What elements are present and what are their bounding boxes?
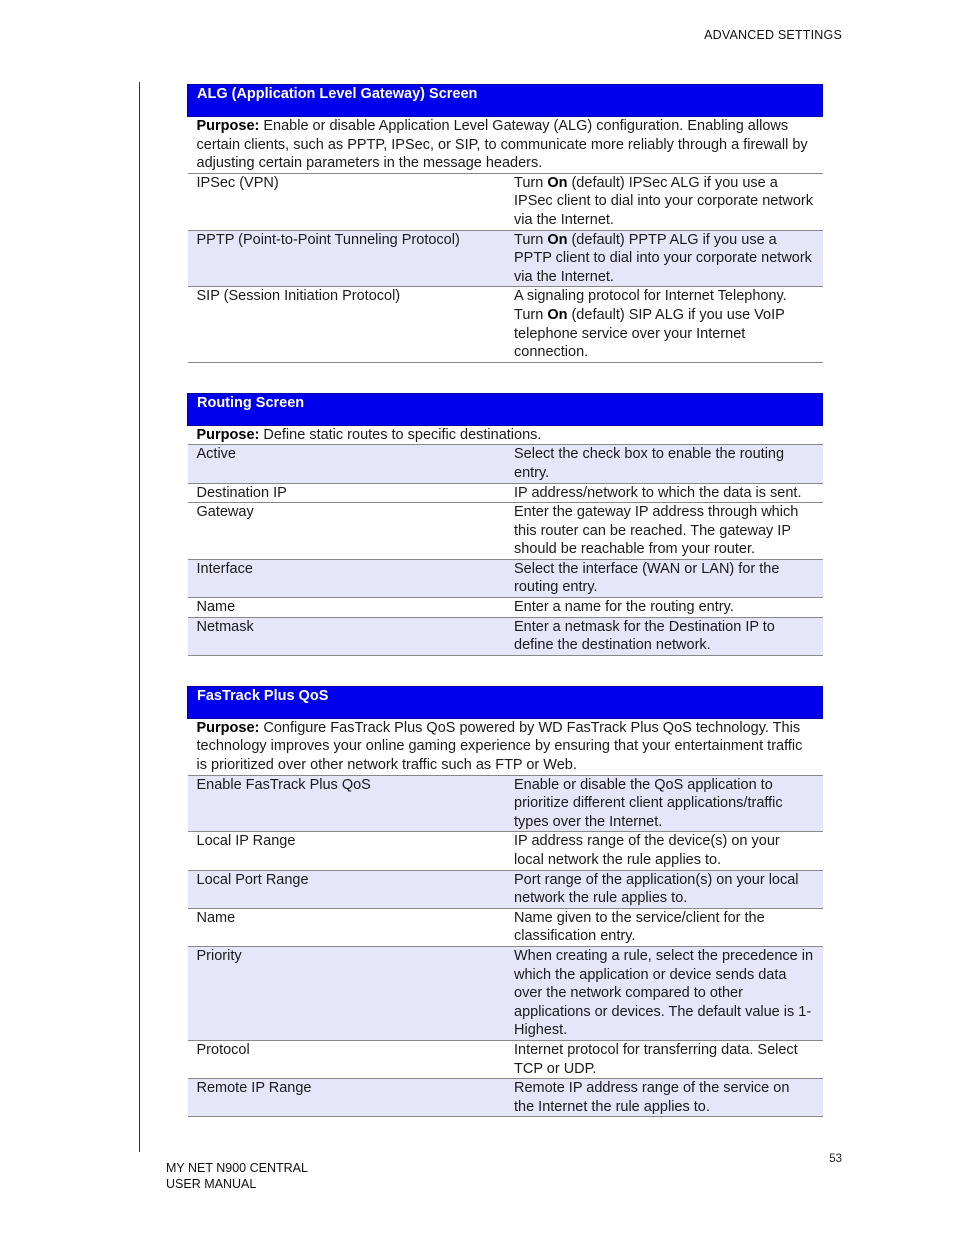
running-header: ADVANCED SETTINGS	[704, 28, 842, 42]
desc-bold: On	[547, 174, 568, 191]
table-row	[188, 946, 823, 1040]
table-row	[188, 445, 823, 483]
row-description: Enter a netmask for the Destination IP to define the destination network.	[505, 617, 823, 655]
row-label: Enable FasTrack Plus QoS	[188, 775, 506, 832]
desc-bold: On	[547, 306, 568, 323]
row-label: Name	[188, 598, 506, 618]
table-row	[188, 775, 823, 832]
desc-text: (default) PPTP ALG if you use a PPTP client to dial into your corporate network via the Internet.	[514, 231, 812, 285]
fastrack-title: FasTrack Plus QoS	[188, 686, 823, 718]
table-row	[188, 870, 823, 908]
table-row	[188, 617, 823, 655]
row-label: Priority	[188, 946, 506, 1040]
page-number: 53	[829, 1153, 842, 1165]
row-description: When creating a rule, select the precedence in which the application or device sends data over the network compared to other applications or devices. The default value is 1-Highest.	[505, 946, 823, 1040]
manual-title-line1: MY NET N900 CENTRAL	[166, 1161, 308, 1175]
section-gap	[187, 363, 823, 393]
desc-text: Turn	[514, 231, 548, 248]
row-label: Active	[188, 445, 506, 483]
row-description	[505, 173, 823, 230]
row-label: Remote IP Range	[188, 1079, 506, 1117]
alg-purpose	[188, 117, 823, 174]
row-description: Remote IP address range of the service on the Internet the rule applies to.	[505, 1079, 823, 1117]
alg-table	[187, 84, 823, 363]
row-label: Local Port Range	[188, 870, 506, 908]
desc-bold: On	[547, 231, 568, 248]
table-row	[188, 230, 823, 287]
row-description: Enter a name for the routing entry.	[505, 598, 823, 618]
section-gap	[187, 656, 823, 686]
table-row	[188, 173, 823, 230]
row-label: Local IP Range	[188, 832, 506, 870]
table-row	[188, 287, 823, 362]
desc-text: (default) SIP ALG if you use VoIP telephone service over your Internet connection.	[514, 306, 785, 361]
row-description: Enable or disable the QoS application to prioritize different client applications/traffic types over the Internet.	[505, 775, 823, 832]
row-description	[505, 287, 823, 362]
row-label: Name	[188, 908, 506, 946]
purpose-label: Purpose:	[196, 426, 260, 443]
row-label: Gateway	[188, 503, 506, 560]
row-label: Destination IP	[188, 483, 506, 503]
row-description	[505, 230, 823, 287]
desc-text: Turn	[514, 174, 548, 191]
purpose-label: Purpose:	[196, 719, 260, 736]
row-description: IP address/network to which the data is sent.	[505, 483, 823, 503]
routing-table	[187, 393, 823, 656]
row-label: IPSec (VPN)	[188, 173, 506, 230]
table-row	[188, 1079, 823, 1117]
table-row	[188, 559, 823, 597]
purpose-text: Define static routes to specific destinations.	[259, 426, 542, 443]
row-label: Protocol	[188, 1040, 506, 1078]
row-label: Interface	[188, 559, 506, 597]
manual-title	[166, 1161, 308, 1192]
desc-text: A signaling protocol for Internet Telephony. Turn	[514, 288, 787, 323]
margin-rule	[139, 82, 140, 1152]
row-description: IP address range of the device(s) on your local network the rule applies to.	[505, 832, 823, 870]
row-description: Select the check box to enable the routing entry.	[505, 445, 823, 483]
table-row	[188, 1040, 823, 1078]
table-row	[188, 908, 823, 946]
row-description: Port range of the application(s) on your local network the rule applies to.	[505, 870, 823, 908]
table-row	[188, 832, 823, 870]
manual-title-line2: USER MANUAL	[166, 1176, 257, 1191]
row-description: Name given to the service/client for the classification entry.	[505, 908, 823, 946]
routing-purpose	[188, 425, 823, 445]
page-content	[187, 84, 823, 1117]
table-row	[188, 598, 823, 618]
row-description: Select the interface (WAN or LAN) for the routing entry.	[505, 559, 823, 597]
table-row	[188, 483, 823, 503]
purpose-label: Purpose:	[196, 118, 260, 134]
desc-text: (default) IPSec ALG if you use a IPSec client to dial into your corporate network via the Internet.	[514, 174, 814, 228]
alg-title: ALG (Application Level Gateway) Screen	[188, 85, 823, 117]
row-label: SIP (Session Initiation Protocol)	[188, 287, 506, 362]
row-description: Internet protocol for transferring data. Select TCP or UDP.	[505, 1040, 823, 1078]
purpose-text: Enable or disable Application Level Gateway (ALG) configuration. Enabling allows certain clients, such as PPTP, IPSec, or SIP, to communicate more reliably through a firewall by adjusting certain parameters in the message headers.	[196, 118, 808, 172]
fastrack-table	[187, 686, 823, 1117]
fastrack-purpose	[188, 718, 823, 775]
row-label: Netmask	[188, 617, 506, 655]
purpose-text: Configure FasTrack Plus QoS powered by WD FasTrack Plus QoS technology. This technology improves your online gaming experience by ensuring that your entertainment traffic is prioritized over other network traffic such as FTP or Web.	[196, 719, 803, 774]
routing-title: Routing Screen	[188, 393, 823, 425]
row-label: PPTP (Point-to-Point Tunneling Protocol)	[188, 230, 506, 287]
row-description: Enter the gateway IP address through which this router can be reached. The gateway IP should be reachable from your router.	[505, 503, 823, 560]
table-row	[188, 503, 823, 560]
